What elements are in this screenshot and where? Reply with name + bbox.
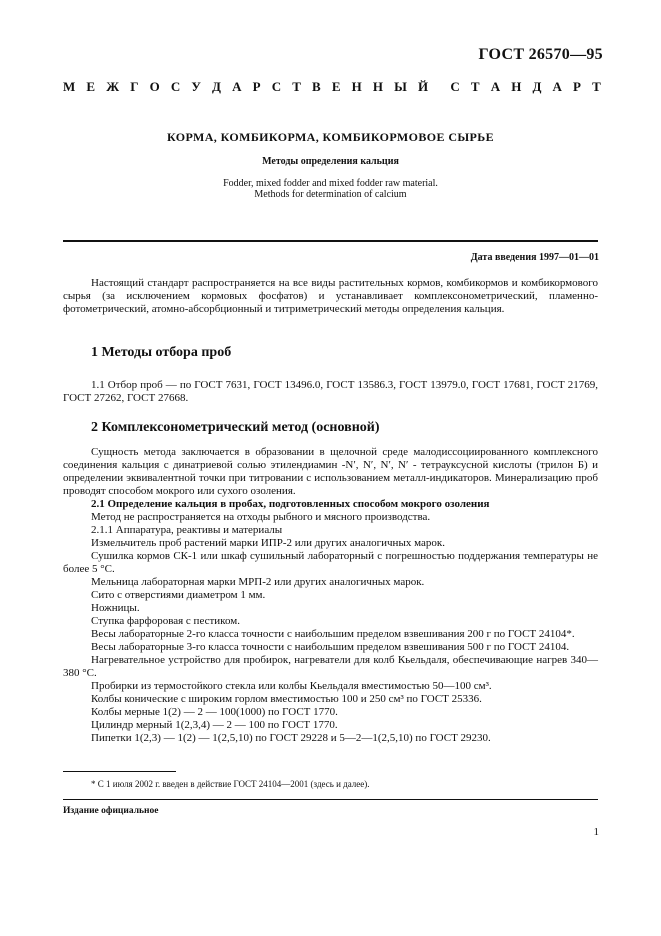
equipment-item: Пробирки из термостойкого стекла или колбы Кьельдаля вместимостью 50—100 см³. xyxy=(91,680,492,692)
heading-letter: Д xyxy=(532,79,542,94)
equipment-item: Весы лабораторные 2-го класса точности с наибольшим пределом взвешивания 200 г по ГОСТ 24104*. xyxy=(91,628,575,640)
equipment-item: Ступка фарфоровая с пестиком. xyxy=(91,615,240,627)
edition-divider xyxy=(63,799,598,800)
equipment-item: Нагревательное устройство для пробирок, нагреватели для колб Кьельдаля, обеспечивающие нагрев 340—380 °С. xyxy=(63,654,598,679)
section1-text: 1.1 Отбор проб — по ГОСТ 7631, ГОСТ 13496.0, ГОСТ 13586.3, ГОСТ 13979.0, ГОСТ 17681, ГОСТ 21769, ГОСТ 27262, ГОСТ 27668. xyxy=(63,379,598,404)
subsection-2-1: 2.1 Определение кальция в пробах, подготовленных способом мокрого озоления xyxy=(91,498,490,510)
heading-letter: С xyxy=(170,79,181,94)
heading-letter: С xyxy=(271,79,282,94)
equipment-item: Ножницы. xyxy=(91,602,140,614)
heading-letter: А xyxy=(490,79,501,94)
section1-heading: 1 Методы отбора проб xyxy=(91,345,232,360)
heading-letter: Е xyxy=(86,79,96,94)
heading-letter: Н xyxy=(372,79,383,94)
heading-letter: Т xyxy=(592,79,601,94)
gost-number: ГОСТ 26570—95 xyxy=(478,46,603,63)
english-title-line2: Methods for determination of calcium xyxy=(254,189,407,200)
method-scope-note: Метод не распространяется на отходы рыбного и мясного производства. xyxy=(91,511,431,523)
heading-letter: М xyxy=(63,79,76,94)
method-essence: Сущность метода заключается в образовании в щелочной среде малодиссоциированного комплексного соединения кальция с динатриевой солью этилендиамин -N′, N′, N′, N′ - тетрауксусной кислоты (трилон Б) и определении эквивалентной точки при титровании с использованием металл-индикаторов. Минерализацию проб проводят способом мокрого или сухого озоления. xyxy=(63,446,598,497)
document-title: КОРМА, КОМБИКОРМА, КОМБИКОРМОВОЕ СЫРЬЕ xyxy=(166,130,495,144)
equipment-item: Мельница лабораторная марки МРП-2 или других аналогичных марок. xyxy=(91,576,425,588)
introduction-date: Дата введения 1997—01—01 xyxy=(470,252,599,263)
equipment-item: Сито с отверстиями диаметром 1 мм. xyxy=(91,589,266,601)
document-subtitle: Методы определения кальция xyxy=(262,156,399,167)
heading-letter: У xyxy=(191,79,201,94)
edition-label: Издание официальное xyxy=(63,806,159,816)
subsection-2-1-1: 2.1.1 Аппаратура, реактивы и материалы xyxy=(91,524,283,536)
heading-letter: А xyxy=(552,79,562,94)
heading-letter: Ж xyxy=(106,79,120,94)
equipment-item: Измельчитель проб растений марки ИПР-2 или других аналогичных марок. xyxy=(91,537,445,549)
heading-letter: Р xyxy=(252,79,261,94)
equipment-item: Колбы конические с широким горлом вместимостью 100 и 250 см³ по ГОСТ 25336. xyxy=(91,693,482,705)
heading-letter: Д xyxy=(212,79,221,94)
equipment-list xyxy=(63,537,598,745)
equipment-item: Весы лабораторные 3-го класса точности с наибольшим пределом взвешивания 500 г по ГОСТ 24104. xyxy=(91,641,570,653)
equipment-item: Пипетки 1(2,3) — 1(2) — 1(2,5,10) по ГОСТ 29228 и 5—2—1(2,5,10) по ГОСТ 29230. xyxy=(91,732,491,744)
standard-type-heading xyxy=(63,79,601,95)
section2-heading: 2 Комплексонометрический метод (основной) xyxy=(91,420,380,435)
heading-letter: Г xyxy=(130,79,139,94)
heading-letter: Т xyxy=(292,79,301,94)
heading-letter: Н xyxy=(511,79,522,94)
english-title xyxy=(0,178,661,200)
title-divider xyxy=(63,240,598,242)
section2-body xyxy=(63,446,598,745)
heading-letter: Т xyxy=(470,79,480,94)
heading-letter: Й xyxy=(418,79,429,94)
heading-letter: А xyxy=(232,79,242,94)
equipment-item: Сушилка кормов СК-1 или шкаф сушильный лабораторный с погрешностью поддержания температуры не более 5 °С. xyxy=(63,550,598,575)
equipment-item: Колбы мерные 1(2) — 2 — 100(1000) по ГОСТ 1770. xyxy=(91,706,338,718)
equipment-item: Цилиндр мерный 1(2,3,4) — 2 — 100 по ГОСТ 1770. xyxy=(91,719,338,731)
english-title-line1: Fodder, mixed fodder and mixed fodder raw material. xyxy=(223,178,438,189)
footnote-divider xyxy=(63,771,176,772)
heading-letter: В xyxy=(312,79,321,94)
heading-letter: Ы xyxy=(394,79,407,94)
intro-paragraph: Настоящий стандарт распространяется на все виды растительных кормов, комбикормов и комбикормового сырья (за исключением кормовых фосфатов) и устанавливает комплексонометрический, пламенно-фотометрический, атомно-абсорбционный и титриметрический методы определения кальция. xyxy=(63,277,598,315)
heading-letter: Н xyxy=(351,79,362,94)
heading-letter: Р xyxy=(573,79,581,94)
heading-letter: О xyxy=(149,79,160,94)
heading-letter: Е xyxy=(331,79,341,94)
heading-letter: С xyxy=(450,79,460,94)
page-number: 1 xyxy=(593,826,599,838)
footnote: * С 1 июля 2002 г. введен в действие ГОСТ 24104—2001 (здесь и далее). xyxy=(91,779,370,789)
